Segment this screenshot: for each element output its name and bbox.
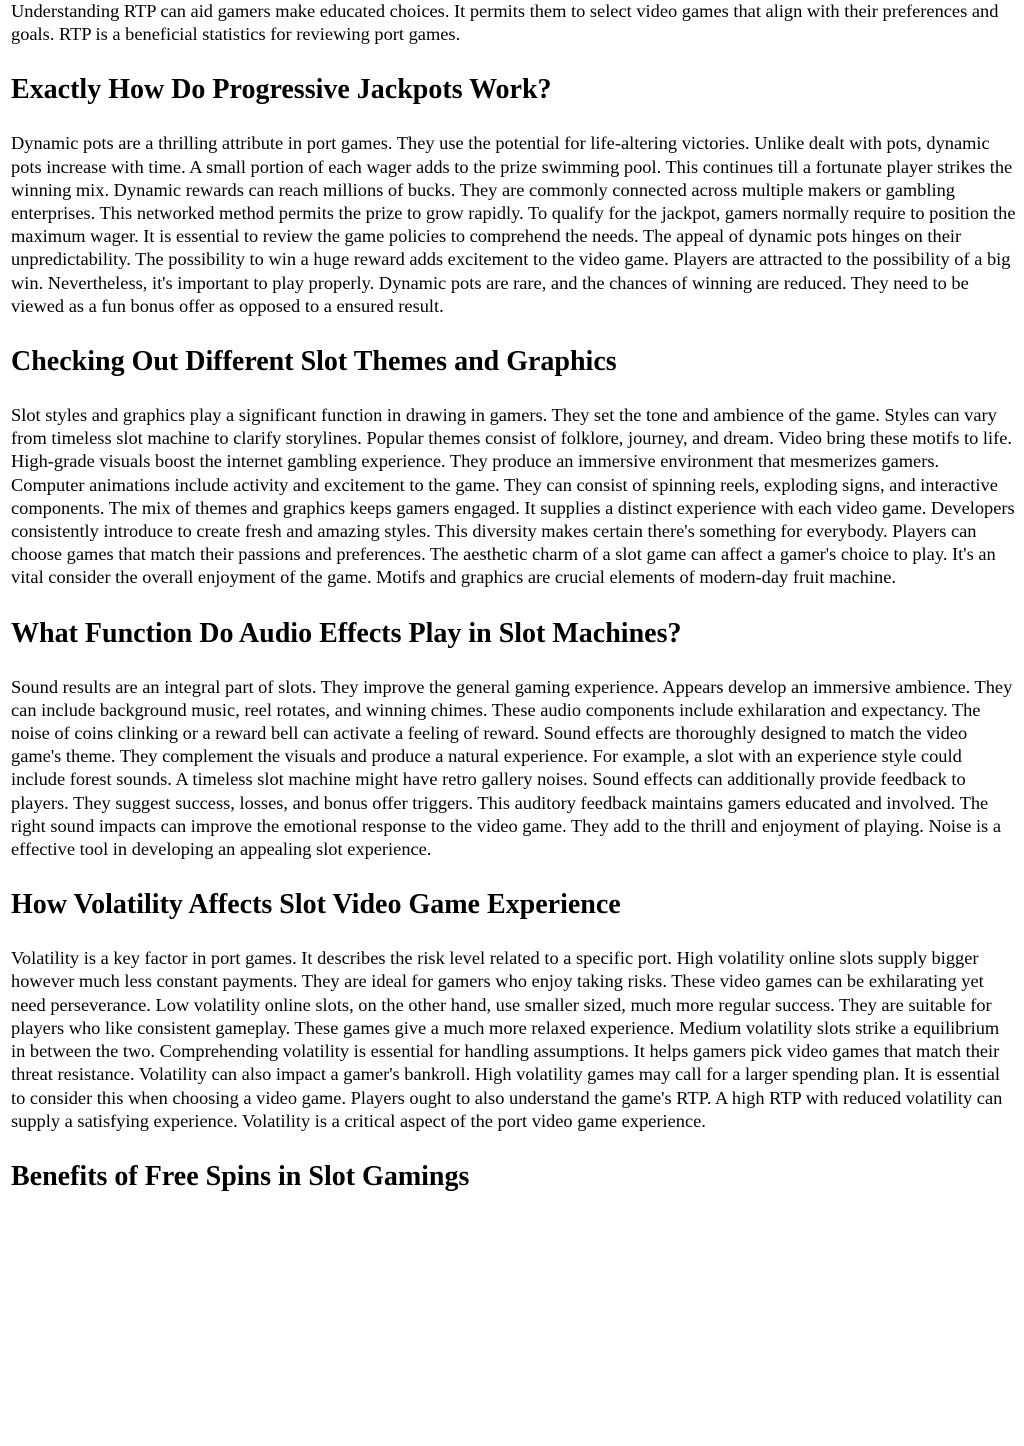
- section-free-spins: [11, 1161, 1016, 1193]
- section-heading-progressive-jackpots: Exactly How Do Progressive Jackpots Work?: [11, 74, 552, 106]
- intro-paragraph: Understanding RTP can aid gamers make educated choices. It permits them to select video games that align with their preferences and goals. RTP is a beneficial statistics for reviewing port games.: [11, 1, 999, 45]
- section-heading-audio-effects: What Function Do Audio Effects Play in Slot Machines?: [11, 617, 682, 649]
- section-paragraph-volatility: Volatility is a key factor in port games. It describes the risk level related to a specific port. High volatility online slots supply bigger however much less constant payments. They are ideal for gamers who enjoy taking risks. These video games can be exhilarating yet need perseverance. Low volatility online slots, on the other hand, use smaller sized, much more regular success. They are suitable for players who like consistent gameplay. These games give a much more relaxed experience. Medium volatility slots strike a equilibrium in between the two. Comprehending volatility is essential for handling assumptions. It helps gamers pick video games that match their threat resistance. Volatility can also impact a gamer's bankroll. High volatility games may call for a larger spending plan. It is essential to consider this when choosing a video game. Players ought to also understand the game's RTP. A high RTP with reduced volatility can supply a satisfying experience. Volatility is a critical aspect of the port video game experience.: [11, 948, 1003, 1131]
- section-heading-slot-themes: Checking Out Different Slot Themes and Graphics: [11, 346, 617, 378]
- section-paragraph-slot-themes: Slot styles and graphics play a significant function in drawing in gamers. They set the tone and ambience of the game. Styles can vary from timeless slot machine to clarify storylines. Popular themes consist of folklore, journey, and dream. Video bring these motifs to life. High-grade visuals boost the internet gambling experience. They produce an immersive environment that mesmerizes gamers. Computer animations include activity and excitement to the game. They can consist of spinning reels, exploding signs, and interactive components. The mix of themes and graphics keeps gamers engaged. It supplies a distinct experience with each video game. Developers consistently introduce to create fresh and amazing styles. This diversity makes certain there's something for everybody. Players can choose games that match their passions and preferences. The aesthetic charm of a slot game can affect a gamer's choice to play. It's an vital consider the overall enjoyment of the game. Motifs and graphics are crucial elements of modern-day fruit machine.: [11, 405, 1015, 588]
- section-slot-themes: [11, 346, 1016, 590]
- section-progressive-jackpots: [11, 74, 1016, 318]
- section-paragraph-audio-effects: Sound results are an integral part of slots. They improve the general gaming experience. Appears develop an immersive ambience. They can include background music, reel rotates, and winning chimes. These audio components include exhilaration and expectancy. The noise of coins clinking or a reward bell can activate a feeling of reward. Sound effects are thoroughly designed to match the video game's theme. They complement the visuals and produce a natural experience. For example, a slot with an experience style could include forest sounds. A timeless slot machine might have retro gallery noises. Sound effects can additionally provide feedback to players. They suggest success, losses, and bonus offer triggers. This auditory feedback maintains gamers educated and involved. The right sound impacts can improve the emotional response to the video game. They add to the thrill and enjoyment of playing. Noise is a effective tool in developing an appealing slot experience.: [11, 676, 1013, 860]
- section-heading-free-spins: Benefits of Free Spins in Slot Gamings: [11, 1160, 470, 1192]
- section-audio-effects: [11, 618, 1016, 862]
- section-paragraph-progressive-jackpots: Dynamic pots are a thrilling attribute in port games. They use the potential for life-altering victories. Unlike dealt with pots, dynamic pots increase with time. A small portion of each wager adds to the prize swimming pool. This continues till a fortunate player strikes the winning mix. Dynamic rewards can reach millions of bucks. They are commonly connected across multiple makers or gambling enterprises. This networked method permits the prize to grow rapidly. To qualify for the jackpot, gamers normally require to position the maximum wager. It is essential to review the game policies to comprehend the needs. The appeal of dynamic pots hinges on their unpredictability. The possibility to win a huge reward adds excitement to the video game. Players are attracted to the possibility of a big win. Nevertheless, it's important to play properly. Dynamic pots are rare, and the chances of winning are reduced. They need to be viewed as a fun bonus offer as opposed to a ensured result.: [11, 133, 1016, 316]
- section-volatility: [11, 889, 1016, 1133]
- section-heading-volatility: How Volatility Affects Slot Video Game Experience: [11, 889, 621, 921]
